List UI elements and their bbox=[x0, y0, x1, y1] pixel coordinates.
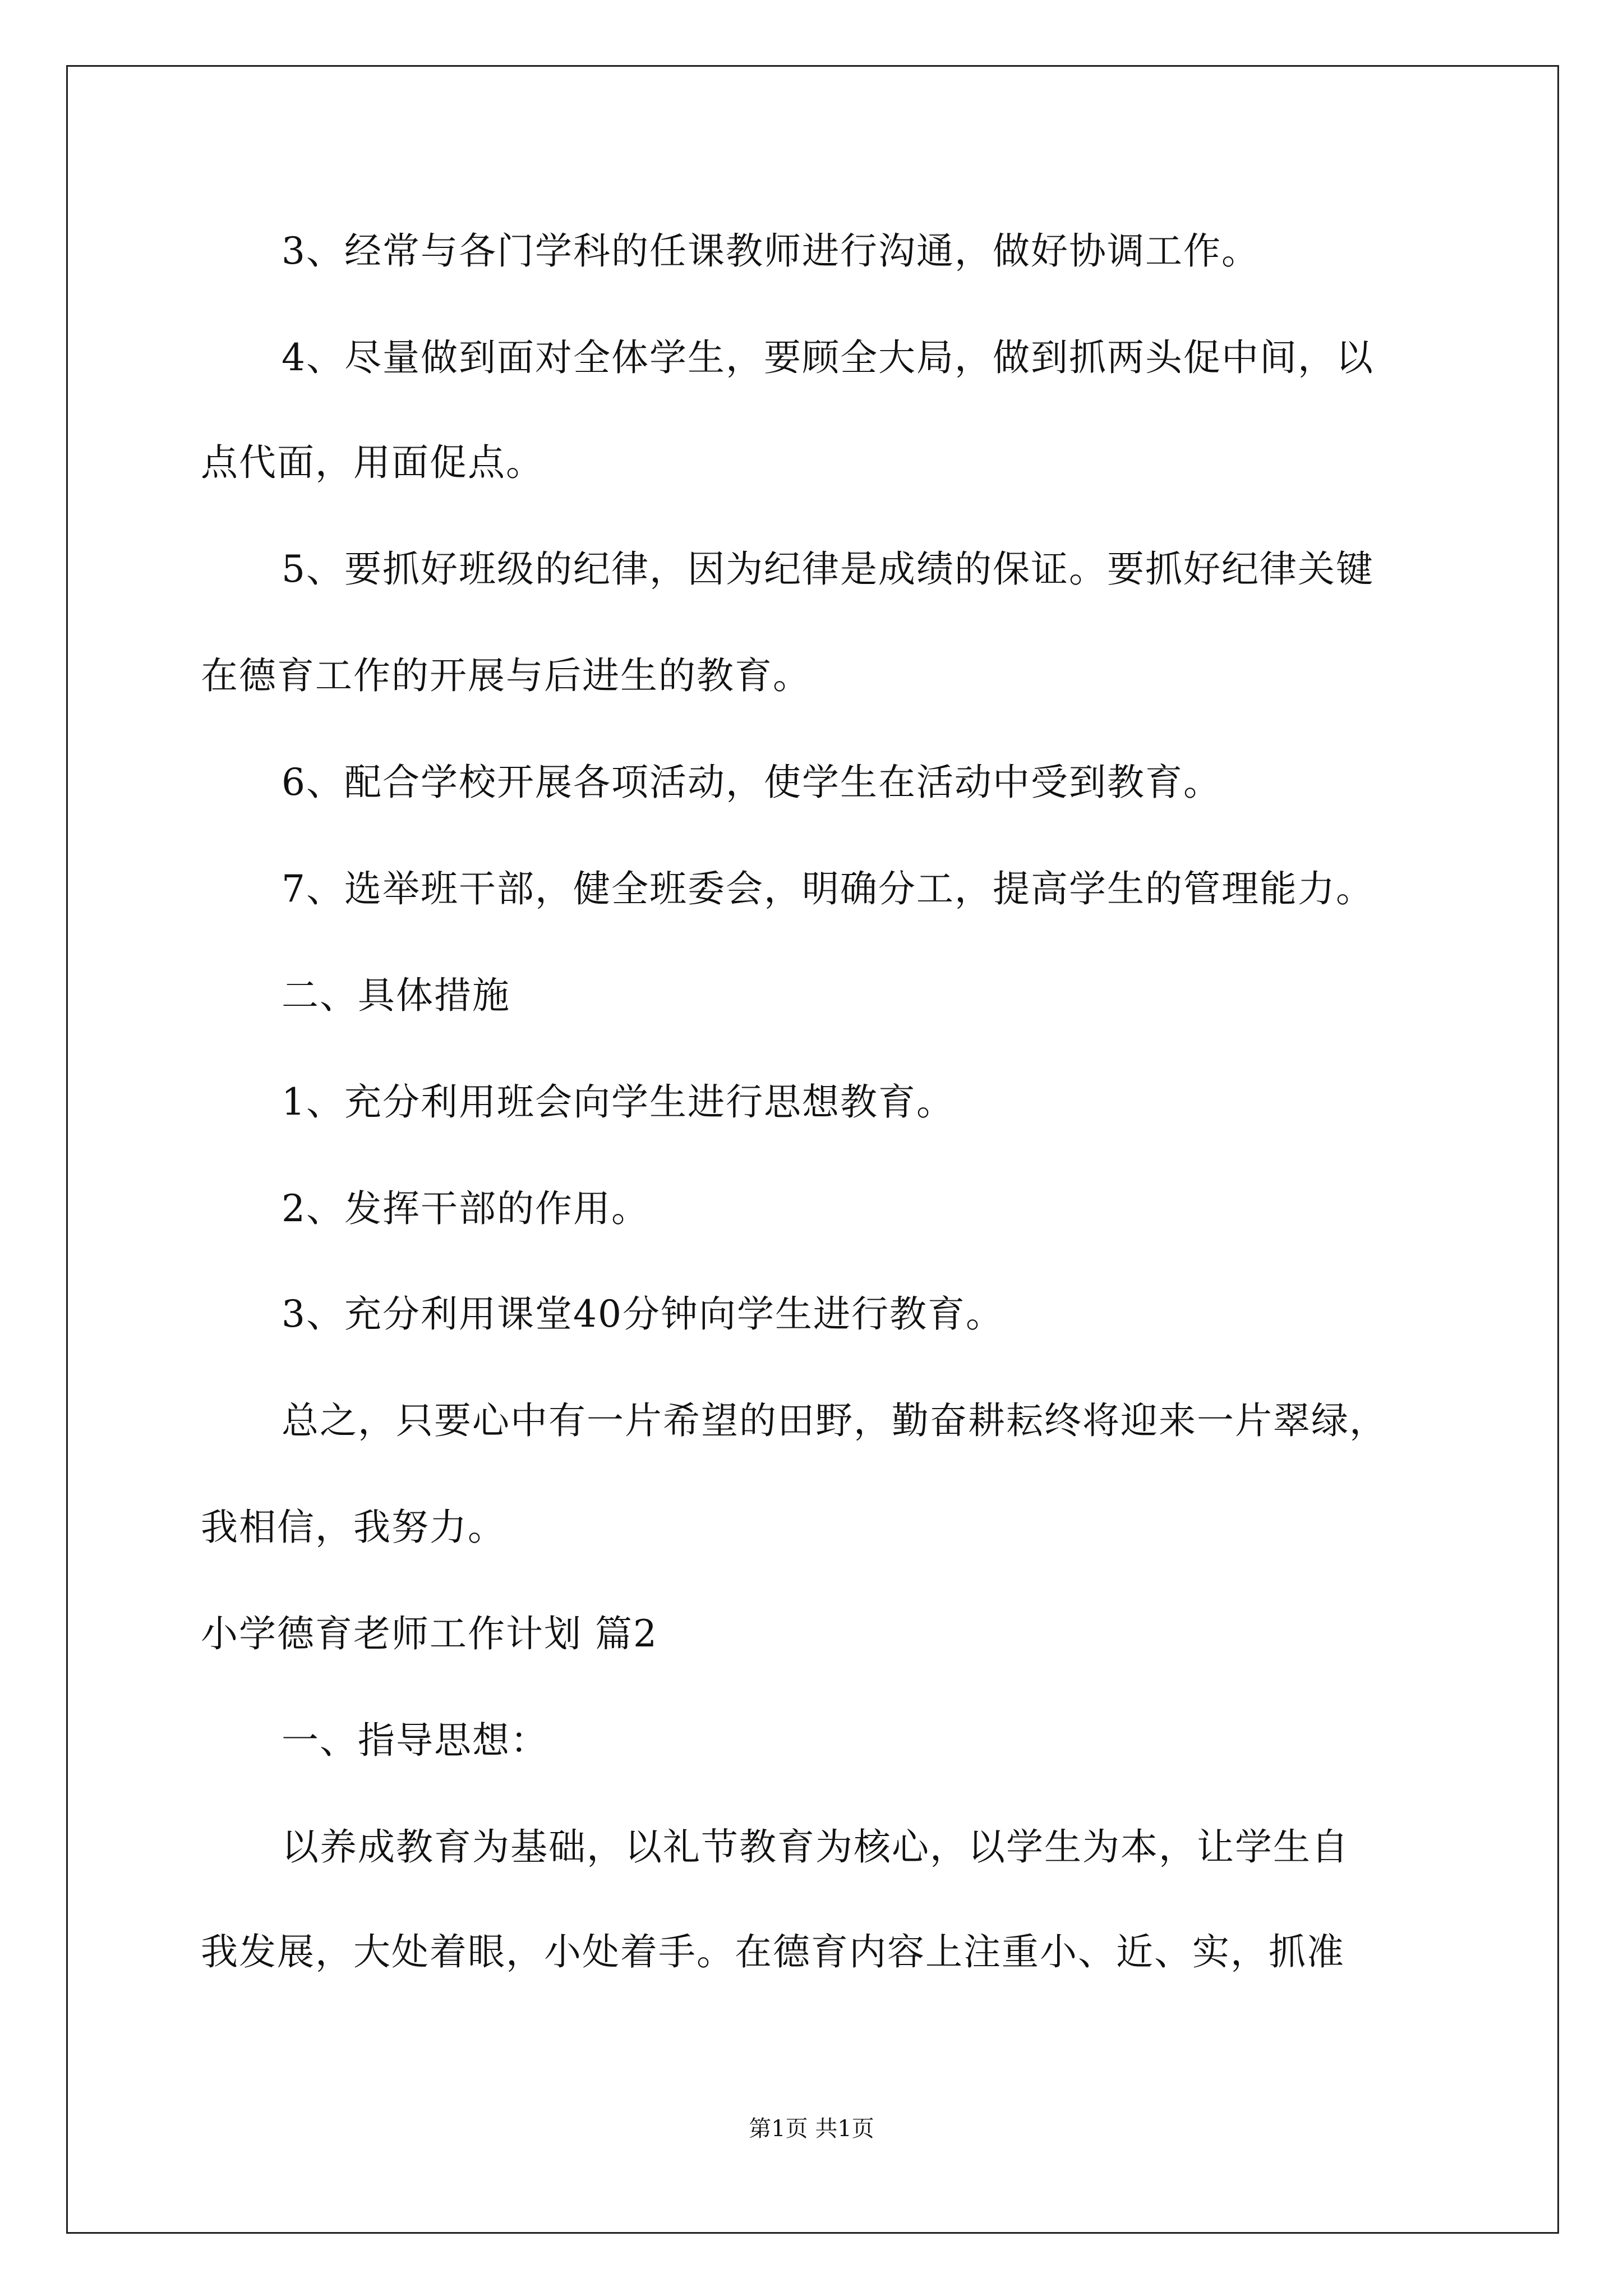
summary-line-1: 总之，只要心中有一片希望的田野，勤奋耕耘终将迎来一片翠绿， bbox=[282, 1399, 1387, 1442]
page-border bbox=[66, 65, 1559, 2234]
paragraph-item-5-line-2: 在德育工作的开展与后进生的教育。 bbox=[201, 654, 811, 697]
section-heading-measures: 二、具体措施 bbox=[282, 974, 510, 1017]
paragraph-item-5-line-1: 5、要抓好班级的纪律，因为纪律是成绩的保证。要抓好纪律关键 bbox=[282, 547, 1374, 591]
section-heading-guiding-thought: 一、指导思想： bbox=[282, 1719, 548, 1762]
paragraph-item-4-line-1: 4、尽量做到面对全体学生，要顾全大局，做到抓两头促中间，以 bbox=[282, 336, 1374, 379]
measure-item-2: 2、发挥干部的作用。 bbox=[282, 1187, 649, 1230]
measure-item-3: 3、充分利用课堂40分钟向学生进行教育。 bbox=[282, 1292, 1004, 1336]
paragraph-item-7: 7、选举班干部，健全班委会，明确分工，提高学生的管理能力。 bbox=[282, 867, 1374, 910]
guiding-thought-line-1: 以养成教育为基础，以礼节教育为核心，以学生为本，让学生自 bbox=[282, 1825, 1349, 1869]
guiding-thought-line-2: 我发展，大处着眼，小处着手。在德育内容上注重小、近、实，抓准 bbox=[201, 1930, 1345, 1973]
paragraph-item-4-line-2: 点代面，用面促点。 bbox=[201, 441, 544, 484]
measure-item-1: 1、充分利用班会向学生进行思想教育。 bbox=[282, 1080, 955, 1124]
paragraph-item-3-communication: 3、经常与各门学科的任课教师进行沟通，做好协调工作。 bbox=[282, 229, 1260, 273]
paragraph-item-6: 6、配合学校开展各项活动，使学生在活动中受到教育。 bbox=[282, 761, 1221, 804]
article-title-part-2: 小学德育老师工作计划 篇2 bbox=[201, 1612, 658, 1655]
page-number-footer: 第1页 共1页 bbox=[749, 2116, 874, 2142]
summary-line-2: 我相信，我努力。 bbox=[201, 1506, 506, 1549]
